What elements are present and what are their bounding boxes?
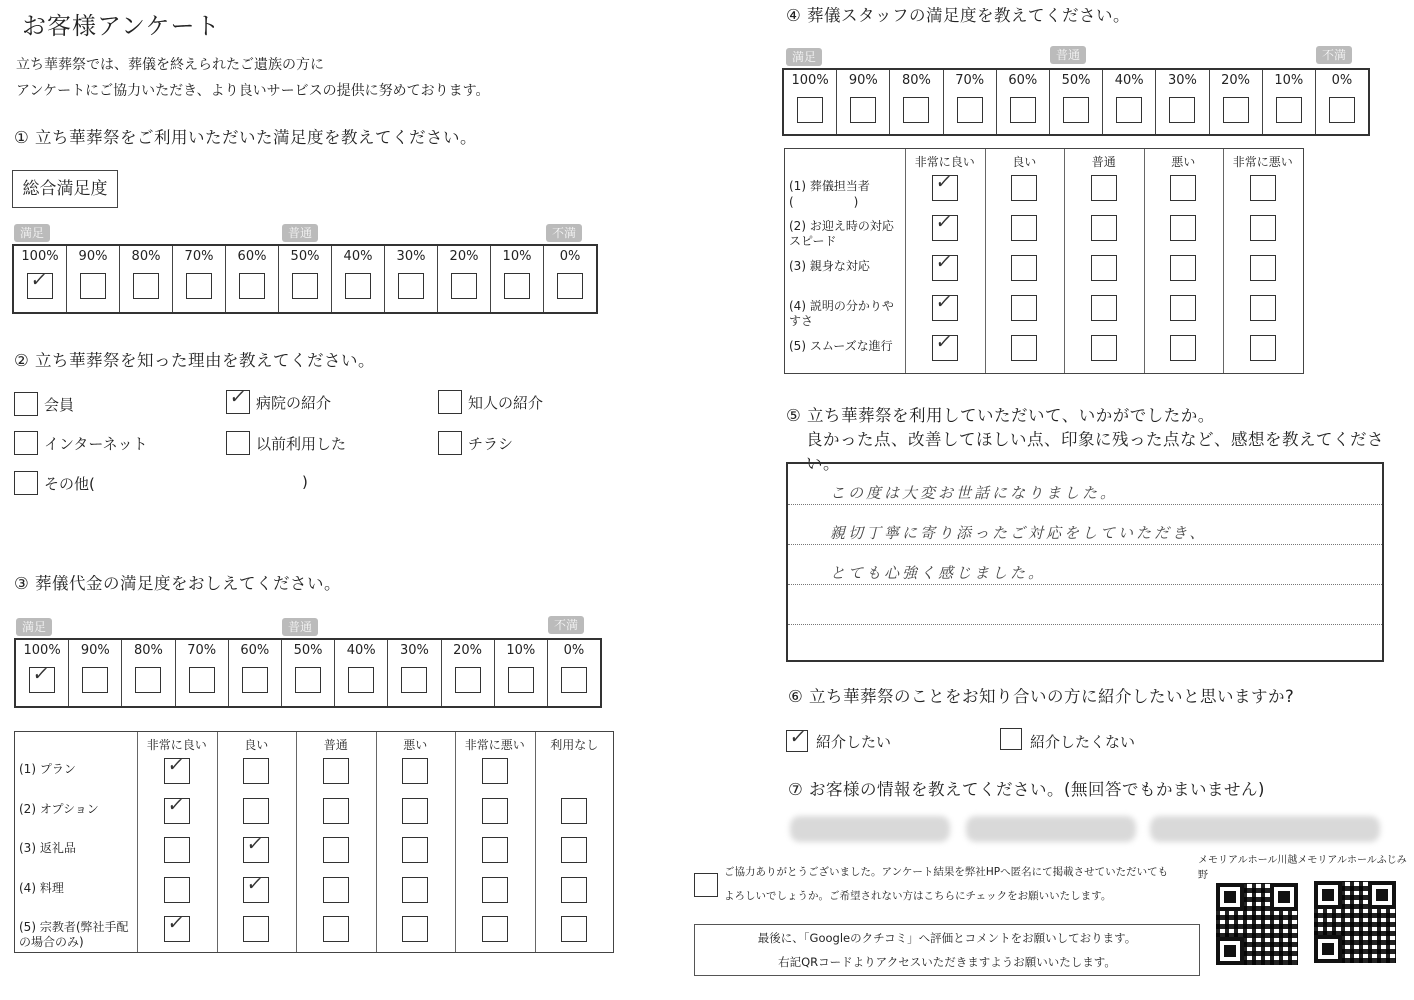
grid-checkbox[interactable]: [323, 916, 349, 942]
grid-row-sublabel: ( ): [789, 195, 859, 209]
check-mark-icon: ✓: [933, 171, 954, 193]
scale-percent-label: 30%: [396, 249, 426, 264]
intro-line-1: 立ち華葬祭では、葬儀を終えられたご遺族の方に: [16, 57, 324, 73]
handwritten-comment-line: この度は大変お世話になりました。: [830, 484, 1119, 502]
scale-checkbox-50pct[interactable]: [295, 667, 321, 693]
hall-names: メモリアルホール川越メモリアルホールふじみ野: [1198, 855, 1407, 881]
scale-percent-label: 80%: [131, 249, 161, 264]
question-6: ⑥ 立ち華葬祭のことをお知り合いの方に紹介したいと思いますか?: [788, 687, 1295, 706]
recommend-yes-checkbox[interactable]: [786, 726, 808, 752]
grid-checkbox[interactable]: [561, 877, 587, 903]
consent-checkbox[interactable]: [694, 873, 718, 897]
q4-satisfaction-scale: [782, 68, 1370, 136]
scale-cell: [385, 246, 438, 312]
grid-header: 良い: [1012, 155, 1037, 169]
scale-cell: [944, 70, 997, 134]
grid-header: 非常に良い: [914, 155, 975, 169]
grid-header: 非常に悪い: [1232, 155, 1293, 169]
handwritten-comment-line: とても心強く感じました。: [830, 564, 1047, 582]
tag-unsatisfied: 不満: [546, 224, 582, 242]
grid-checkbox[interactable]: [164, 837, 190, 863]
scale-cell: [1103, 70, 1156, 134]
scale-percent-label: 90%: [848, 73, 878, 88]
grid-checkbox[interactable]: [1091, 295, 1117, 321]
question-2: ② 立ち華葬祭を知った理由を教えてください。: [14, 351, 376, 370]
scale-percent-label: 40%: [1114, 73, 1144, 88]
tag-unsatisfied: 不満: [1316, 46, 1352, 64]
grid-header: 利用なし: [550, 738, 599, 752]
grid-checkbox[interactable]: [402, 837, 428, 863]
scale-checkbox-40pct[interactable]: [348, 667, 374, 693]
scale-cell: [122, 640, 175, 706]
grid-header: 悪い: [403, 738, 428, 752]
q3-rating-grid: [14, 731, 614, 953]
grid-checkbox[interactable]: [402, 798, 428, 824]
scale-cell: [176, 640, 229, 706]
scale-cell: [438, 246, 491, 312]
grid-checkbox[interactable]: [402, 877, 428, 903]
grid-checkbox[interactable]: [402, 916, 428, 942]
scale-percent-label: 70%: [184, 249, 214, 264]
grid-checkbox[interactable]: [561, 916, 587, 942]
scale-percent-label: 90%: [78, 249, 108, 264]
scale-cell: [69, 640, 122, 706]
grid-checkbox[interactable]: [1250, 335, 1276, 361]
scale-checkbox-100pct[interactable]: [27, 269, 53, 299]
scale-checkbox-100pct[interactable]: [29, 663, 55, 693]
redacted-info: [1150, 816, 1380, 842]
scale-cell: [226, 246, 279, 312]
reason-checkbox[interactable]: [438, 431, 462, 455]
reason-label: その他(: [44, 475, 95, 493]
grid-column-line: [217, 732, 218, 952]
grid-checkbox[interactable]: [323, 837, 349, 863]
grid-checkbox[interactable]: [323, 758, 349, 784]
check-mark-icon: ✓: [933, 211, 954, 233]
scale-checkbox-0pct[interactable]: [557, 273, 583, 299]
grid-checkbox[interactable]: [1170, 175, 1196, 201]
grid-checkbox[interactable]: [402, 758, 428, 784]
scale-percent-label: 100%: [21, 249, 59, 264]
grid-checkbox[interactable]: [1091, 215, 1117, 241]
grid-checkbox[interactable]: [1011, 215, 1037, 241]
grid-row-label: (1) プラン: [19, 762, 76, 776]
scale-checkbox-20pct[interactable]: [1223, 97, 1249, 123]
question-3: ③ 葬儀代金の満足度をおしえてください。: [14, 574, 342, 593]
reason-label: 病院の紹介: [256, 394, 332, 412]
tag-unsatisfied: 不満: [548, 616, 584, 634]
reason-label: 会員: [44, 396, 75, 414]
comment-box[interactable]: [786, 462, 1384, 662]
grid-checkbox[interactable]: [1250, 295, 1276, 321]
scale-cell: [279, 246, 332, 312]
reason-label: 以前利用した: [256, 435, 347, 453]
scale-percent-label: 30%: [399, 643, 429, 658]
ruled-line: [788, 584, 1382, 585]
scale-percent-label: 70%: [187, 643, 217, 658]
scale-cell: [1050, 70, 1103, 134]
scale-checkbox-100pct[interactable]: [797, 97, 823, 123]
grid-column-line: [905, 149, 906, 373]
reason-label: 知人の紹介: [468, 394, 544, 412]
check-mark-icon: ✓: [245, 872, 266, 895]
scale-checkbox-90pct[interactable]: [82, 667, 108, 693]
scale-checkbox-0pct[interactable]: [561, 667, 587, 693]
tag-satisfied: 満足: [14, 224, 50, 242]
question-1: ① 立ち華葬祭をご利用いただいた満足度を教えてください。: [14, 128, 478, 147]
tag-normal: 普通: [282, 618, 318, 636]
grid-column-line: [985, 149, 986, 373]
scale-cell: [837, 70, 890, 134]
grid-checkbox[interactable]: [932, 171, 958, 201]
scale-cell: [173, 246, 226, 312]
scale-checkbox-70pct[interactable]: [186, 273, 212, 299]
scale-cell: [548, 640, 600, 706]
grid-checkbox[interactable]: [164, 793, 190, 824]
grid-checkbox[interactable]: [1170, 255, 1196, 281]
grid-checkbox[interactable]: [1250, 175, 1276, 201]
redacted-info: [790, 816, 950, 842]
scale-checkbox-70pct[interactable]: [957, 97, 983, 123]
scale-percent-label: 100%: [791, 73, 829, 88]
other-close-paren: ): [302, 473, 308, 491]
reason-checkbox[interactable]: [14, 392, 38, 416]
scale-percent-label: 60%: [237, 249, 267, 264]
grid-header: 普通: [1091, 155, 1116, 169]
grid-checkbox[interactable]: [1011, 295, 1037, 321]
scale-percent-label: 20%: [449, 249, 479, 264]
reason-checkbox[interactable]: [14, 431, 38, 455]
grid-column-line: [1064, 149, 1065, 373]
grid-column-line: [296, 732, 297, 952]
check-mark-icon: ✓: [31, 663, 52, 685]
reason-label: チラシ: [468, 435, 514, 453]
scale-percent-label: 0%: [559, 249, 581, 264]
scale-cell: [1210, 70, 1263, 134]
scale-cell: [890, 70, 943, 134]
scale-cell: [332, 246, 385, 312]
grid-checkbox[interactable]: [243, 798, 269, 824]
grid-checkbox[interactable]: [243, 916, 269, 942]
scale-checkbox-30pct[interactable]: [401, 667, 427, 693]
grid-checkbox[interactable]: [482, 916, 508, 942]
grid-checkbox[interactable]: [561, 837, 587, 863]
check-mark-icon: ✓: [165, 912, 186, 934]
q4-rating-grid: [784, 148, 1304, 374]
question-5: ⑤ 立ち華葬祭を利用していただいて、いかがでしたか。: [786, 406, 1215, 425]
reason-checkbox[interactable]: [226, 386, 250, 414]
scale-cell: [1156, 70, 1209, 134]
scale-checkbox-60pct[interactable]: [242, 667, 268, 693]
scale-checkbox-30pct[interactable]: [398, 273, 424, 299]
grid-checkbox[interactable]: [1091, 255, 1117, 281]
scale-percent-label: 0%: [1331, 73, 1353, 88]
grid-header: 良い: [244, 738, 269, 752]
grid-checkbox[interactable]: [932, 291, 958, 321]
grid-header: 非常に悪い: [464, 738, 525, 752]
scale-percent-label: 70%: [955, 73, 985, 88]
scale-checkbox-30pct[interactable]: [1169, 97, 1195, 123]
grid-checkbox[interactable]: [1250, 215, 1276, 241]
scale-percent-label: 30%: [1167, 73, 1197, 88]
ruled-line: [788, 544, 1382, 545]
scale-checkbox-80pct[interactable]: [133, 273, 159, 299]
google-review-box: [694, 924, 1200, 976]
scale-checkbox-80pct[interactable]: [903, 97, 929, 123]
grid-checkbox[interactable]: [1091, 175, 1117, 201]
question-5-sub: 良かった点、改善してほしい点、印象に残った点など、感想を教えてください。: [806, 430, 1384, 473]
scale-percent-label: 60%: [240, 643, 270, 658]
question-7: ⑦ お客様の情報を教えてください。(無回答でもかまいません): [788, 780, 1265, 799]
recommend-no-checkbox[interactable]: [1000, 728, 1022, 750]
reason-checkbox[interactable]: [14, 471, 38, 495]
scale-percent-label: 40%: [346, 643, 376, 658]
q3-satisfaction-scale: [14, 638, 602, 708]
grid-checkbox[interactable]: [1011, 335, 1037, 361]
page-title: お客様アンケート: [22, 12, 221, 40]
scale-cell: [14, 246, 67, 312]
scale-cell: [491, 246, 544, 312]
grid-checkbox[interactable]: [164, 877, 190, 903]
scale-checkbox-60pct[interactable]: [239, 273, 265, 299]
scale-cell: [388, 640, 441, 706]
scale-checkbox-10pct[interactable]: [1276, 97, 1302, 123]
scale-percent-label: 20%: [453, 643, 483, 658]
scale-checkbox-60pct[interactable]: [1010, 97, 1036, 123]
tag-satisfied: 満足: [16, 618, 52, 636]
grid-checkbox[interactable]: [1091, 335, 1117, 361]
grid-checkbox[interactable]: [932, 331, 958, 361]
reason-checkbox[interactable]: [226, 431, 250, 455]
scale-percent-label: 40%: [343, 249, 373, 264]
scale-cell: [229, 640, 282, 706]
scale-cell: [282, 640, 335, 706]
handwritten-comment-line: 親切丁寧に寄り添ったご対応をしていただき、: [830, 524, 1208, 542]
grid-checkbox[interactable]: [482, 758, 508, 784]
scale-percent-label: 10%: [1274, 73, 1304, 88]
grid-column-line: [376, 732, 377, 952]
scale-cell: [442, 640, 495, 706]
grid-checkbox[interactable]: [1011, 175, 1037, 201]
grid-checkbox[interactable]: [164, 912, 190, 942]
ruled-line: [788, 624, 1382, 625]
scale-percent-label: 100%: [23, 643, 61, 658]
q1-satisfaction-scale: [12, 244, 598, 314]
grid-column-line: [1223, 149, 1224, 373]
scale-cell: [784, 70, 837, 134]
grid-column-line: [535, 732, 536, 952]
check-mark-icon: ✓: [165, 754, 186, 776]
reason-checkbox[interactable]: [438, 390, 462, 414]
grid-row-label: (5) 宗教者(弊社手配の場合のみ): [19, 920, 129, 949]
scale-cell: [1263, 70, 1316, 134]
scale-checkbox-40pct[interactable]: [345, 273, 371, 299]
tag-satisfied: 満足: [786, 48, 822, 66]
scale-percent-label: 80%: [134, 643, 163, 658]
grid-header: 非常に良い: [146, 738, 207, 752]
scale-cell: [997, 70, 1050, 134]
scale-cell: [495, 640, 548, 706]
reason-label: インターネット: [44, 435, 148, 453]
grid-row-label: (3) 返礼品: [19, 841, 76, 855]
grid-row-label: (2) お迎え時の対応スピード: [789, 219, 894, 248]
intro-line-2: アンケートにご協力いただき、より良いサービスの提供に努めております。: [16, 83, 490, 99]
check-mark-icon: ✓: [228, 386, 248, 408]
grid-checkbox[interactable]: [561, 798, 587, 824]
grid-checkbox[interactable]: [482, 798, 508, 824]
scale-percent-label: 10%: [502, 249, 532, 264]
grid-checkbox[interactable]: [932, 211, 958, 241]
check-mark-icon: ✓: [165, 793, 186, 816]
grid-checkbox[interactable]: [164, 754, 190, 784]
grid-checkbox[interactable]: [1011, 255, 1037, 281]
question-4: ④ 葬儀スタッフの満足度を教えてください。: [786, 6, 1131, 25]
consent-text-1: ご協力ありがとうございました。アンケート結果を弊社HPへ匿名にて掲載させていただいても: [724, 866, 1169, 878]
grid-column-line: [1144, 149, 1145, 373]
grid-checkbox[interactable]: [1250, 255, 1276, 281]
scale-checkbox-20pct[interactable]: [455, 667, 481, 693]
scale-percent-label: 50%: [290, 249, 320, 264]
tag-normal: 普通: [282, 224, 318, 242]
grid-checkbox[interactable]: [243, 758, 269, 784]
grid-row-label: (1) 葬儀担当者: [789, 179, 870, 193]
scale-percent-label: 20%: [1221, 73, 1251, 88]
scale-percent-label: 90%: [80, 643, 110, 658]
grid-column-line: [455, 732, 456, 952]
grid-row-label: (3) 親身な対応: [789, 259, 870, 273]
check-mark-icon: ✓: [933, 291, 954, 313]
check-mark-icon: ✓: [788, 726, 808, 748]
google-text-1: 最後に、「Googleのクチコミ」へ評価とコメントをお願いしております。: [757, 931, 1137, 945]
grid-header: 悪い: [1171, 155, 1196, 169]
grid-checkbox[interactable]: [1170, 295, 1196, 321]
grid-column-line: [137, 732, 138, 952]
grid-checkbox[interactable]: [932, 251, 958, 281]
scale-checkbox-90pct[interactable]: [850, 97, 876, 123]
recommend-yes-label: 紹介したい: [816, 733, 892, 751]
scale-checkbox-10pct[interactable]: [504, 273, 530, 299]
scale-percent-label: 0%: [563, 643, 585, 658]
check-mark-icon: ✓: [933, 331, 954, 353]
check-mark-icon: ✓: [933, 251, 954, 273]
scale-checkbox-40pct[interactable]: [1116, 97, 1142, 123]
scale-cell: [67, 246, 120, 312]
grid-checkbox[interactable]: [1170, 215, 1196, 241]
scale-cell: [16, 640, 69, 706]
grid-header: 普通: [323, 738, 348, 752]
grid-checkbox[interactable]: [323, 877, 349, 903]
scale-checkbox-50pct[interactable]: [292, 273, 318, 299]
tag-normal: 普通: [1050, 46, 1086, 64]
scale-cell: [544, 246, 596, 312]
scale-percent-label: 80%: [902, 73, 931, 88]
scale-checkbox-70pct[interactable]: [189, 667, 215, 693]
grid-checkbox[interactable]: [323, 798, 349, 824]
qr-code-icon[interactable]: [1314, 881, 1396, 963]
scale-checkbox-10pct[interactable]: [508, 667, 534, 693]
scale-checkbox-90pct[interactable]: [80, 273, 106, 299]
scale-percent-label: 50%: [1061, 73, 1091, 88]
grid-checkbox[interactable]: [482, 837, 508, 863]
grid-row-label: (4) 料理: [19, 880, 64, 895]
scale-cell: [335, 640, 388, 706]
ruled-line: [788, 504, 1382, 505]
scale-cell: [1316, 70, 1368, 134]
scale-checkbox-50pct[interactable]: [1063, 97, 1089, 123]
grid-checkbox[interactable]: [1170, 335, 1196, 361]
grid-checkbox[interactable]: [482, 877, 508, 903]
qr-code-icon[interactable]: [1216, 883, 1298, 965]
recommend-no-label: 紹介したくない: [1030, 733, 1136, 751]
redacted-info: [966, 816, 1136, 842]
grid-row-label: (4) 説明の分かりやすさ: [789, 299, 894, 328]
check-mark-icon: ✓: [29, 269, 49, 291]
google-text-2: 右記QRコードよりアクセスいただきますようお願いいたします。: [778, 955, 1116, 969]
scale-checkbox-80pct[interactable]: [135, 667, 161, 693]
check-mark-icon: ✓: [245, 833, 266, 855]
grid-checkbox[interactable]: [243, 872, 269, 903]
overall-satisfaction-label: 総合満足度: [12, 170, 118, 208]
grid-row-label: (2) オプション: [19, 801, 99, 816]
consent-text-2: よろしいでしょうか。ご希望されない方はこちらにチェックをお願いいたします。: [724, 890, 1112, 902]
grid-row-label: (5) スムーズな進行: [789, 339, 893, 353]
scale-cell: [120, 246, 173, 312]
scale-percent-label: 50%: [293, 643, 323, 658]
scale-percent-label: 60%: [1008, 73, 1038, 88]
scale-checkbox-0pct[interactable]: [1329, 97, 1355, 123]
scale-percent-label: 10%: [506, 643, 536, 658]
scale-checkbox-20pct[interactable]: [451, 273, 477, 299]
grid-checkbox[interactable]: [243, 833, 269, 863]
